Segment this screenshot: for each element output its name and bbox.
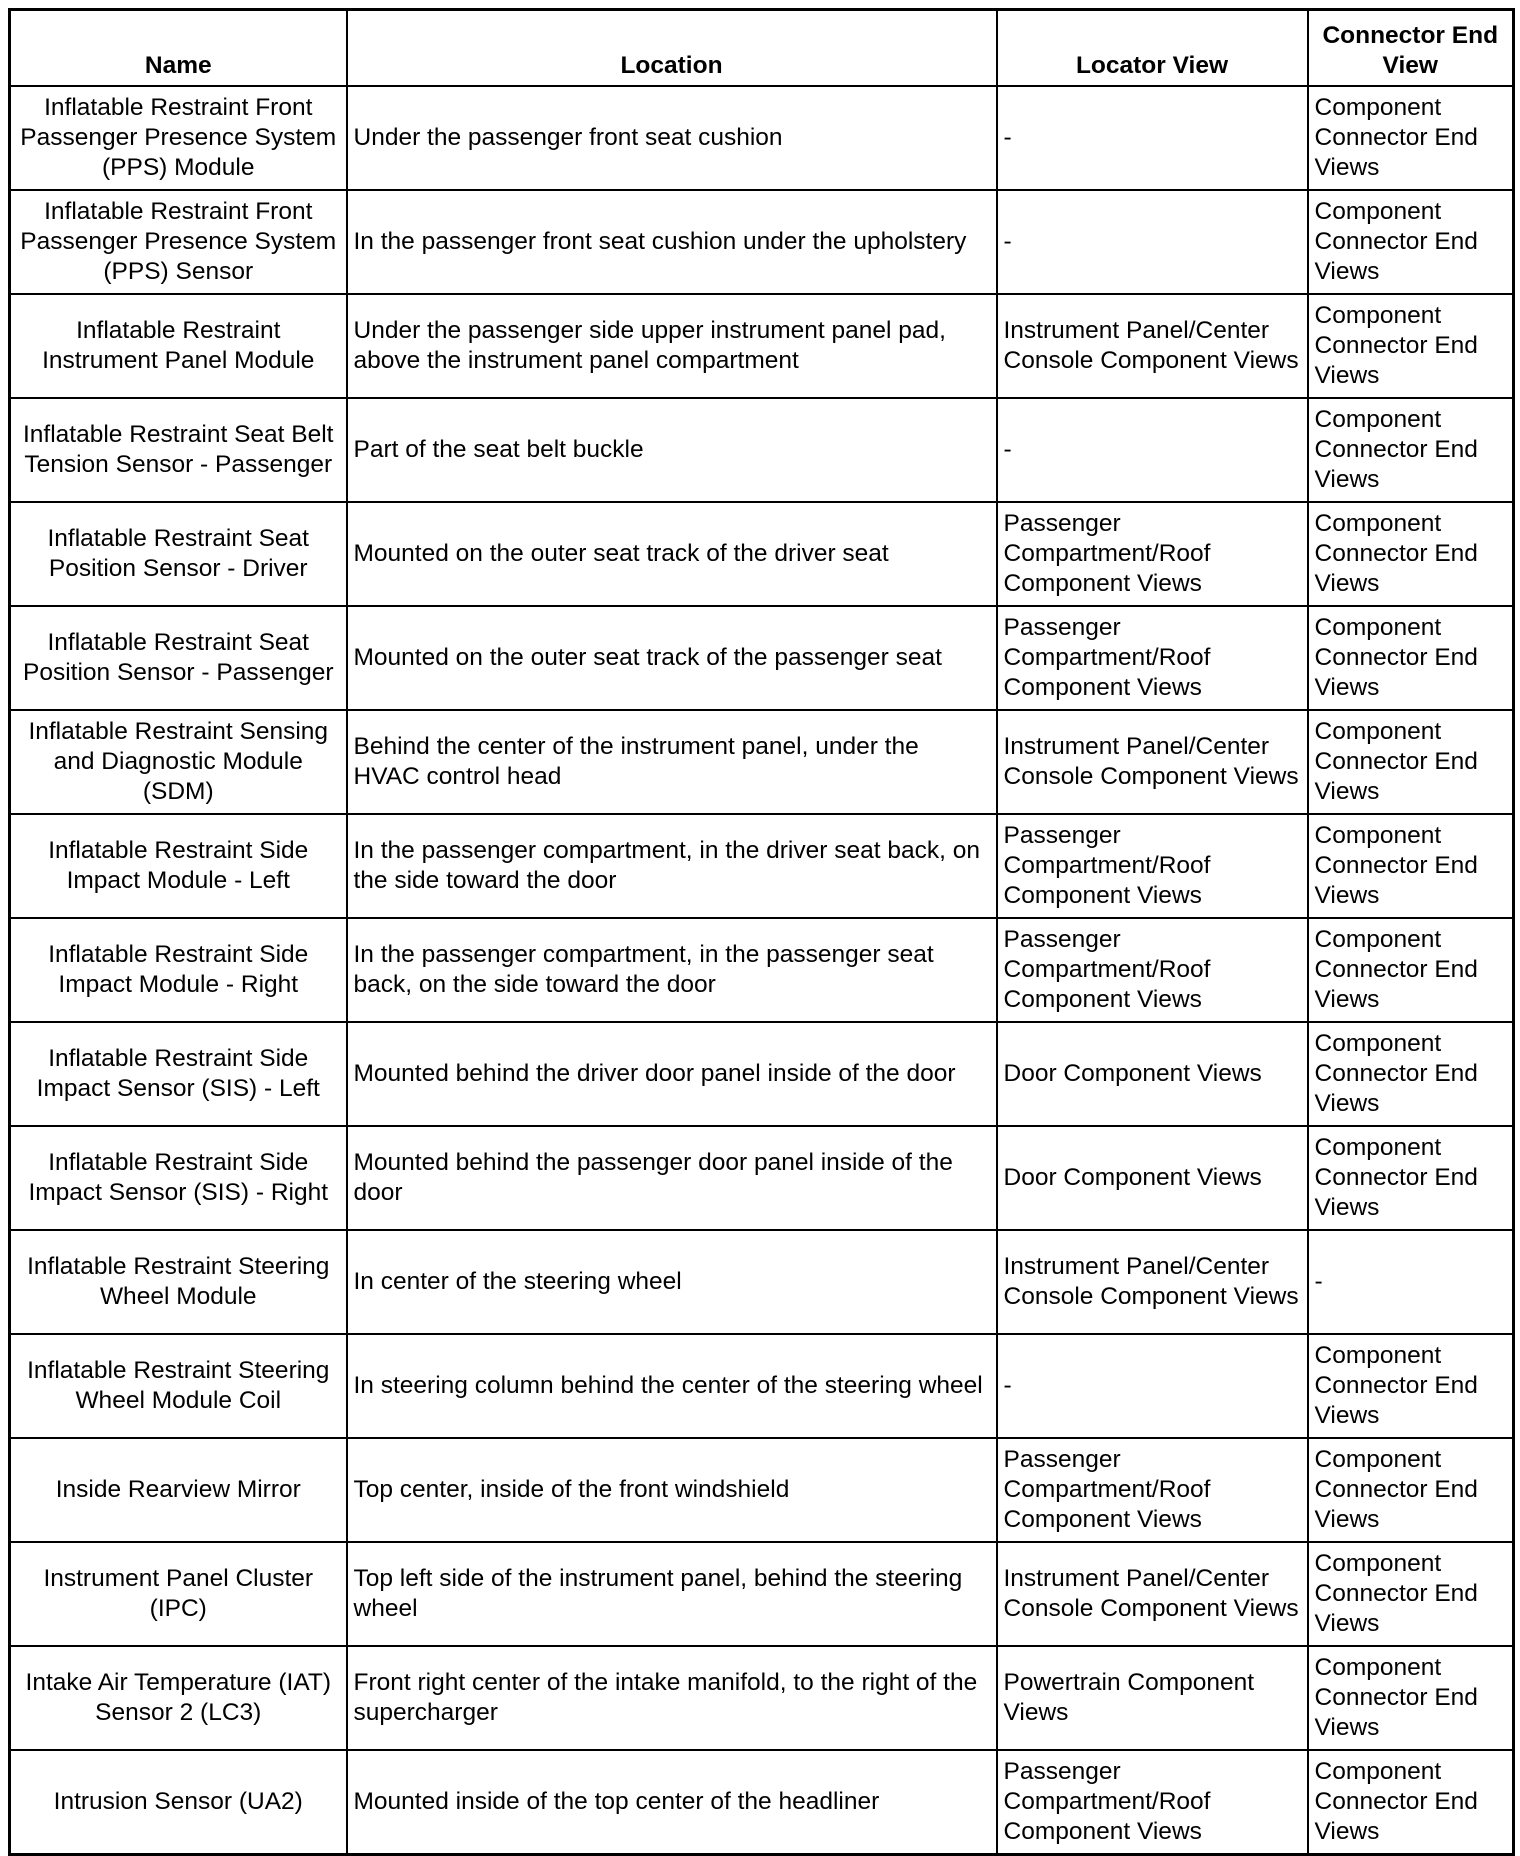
cell-locator-view: - — [997, 86, 1308, 190]
cell-location: Mounted inside of the top center of the headliner — [347, 1750, 997, 1855]
cell-name: Intake Air Temperature (IAT) Sensor 2 (LC3) — [10, 1646, 347, 1750]
header-row — [10, 10, 1514, 87]
cell-connector-end-view: Component Connector End Views — [1308, 502, 1514, 606]
cell-name: Intrusion Sensor (UA2) — [10, 1750, 347, 1855]
cell-location: Behind the center of the instrument panel, under the HVAC control head — [347, 710, 997, 814]
table-row — [10, 1334, 1514, 1438]
cell-connector-end-view: Component Connector End Views — [1308, 294, 1514, 398]
table-row — [10, 606, 1514, 710]
cell-locator-view: Passenger Compartment/Roof Component Views — [997, 918, 1308, 1022]
cell-locator-view: - — [997, 1334, 1308, 1438]
table-row — [10, 294, 1514, 398]
cell-locator-view: - — [997, 398, 1308, 502]
cell-connector-end-view: Component Connector End Views — [1308, 398, 1514, 502]
cell-location: In the passenger compartment, in the driver seat back, on the side toward the door — [347, 814, 997, 918]
cell-locator-view: Door Component Views — [997, 1126, 1308, 1230]
cell-location: Mounted behind the passenger door panel inside of the door — [347, 1126, 997, 1230]
cell-connector-end-view: Component Connector End Views — [1308, 1022, 1514, 1126]
cell-connector-end-view: Component Connector End Views — [1308, 1126, 1514, 1230]
cell-name: Inflatable Restraint Side Impact Module - Left — [10, 814, 347, 918]
cell-connector-end-view: Component Connector End Views — [1308, 86, 1514, 190]
header-location: Location — [347, 10, 997, 87]
table-row — [10, 1542, 1514, 1646]
cell-name: Instrument Panel Cluster (IPC) — [10, 1542, 347, 1646]
cell-locator-view: Passenger Compartment/Roof Component Views — [997, 606, 1308, 710]
cell-location: Under the passenger front seat cushion — [347, 86, 997, 190]
table-row — [10, 86, 1514, 190]
header-connector-end-view: Connector End View — [1308, 10, 1514, 87]
cell-location: Part of the seat belt buckle — [347, 398, 997, 502]
cell-name: Inflatable Restraint Front Passenger Presence System (PPS) Module — [10, 86, 347, 190]
cell-name: Inflatable Restraint Steering Wheel Module Coil — [10, 1334, 347, 1438]
cell-locator-view: Passenger Compartment/Roof Component Views — [997, 502, 1308, 606]
cell-connector-end-view: Component Connector End Views — [1308, 190, 1514, 294]
cell-name: Inside Rearview Mirror — [10, 1438, 347, 1542]
cell-locator-view: Door Component Views — [997, 1022, 1308, 1126]
cell-connector-end-view: - — [1308, 1230, 1514, 1334]
component-locator-table — [8, 8, 1515, 1856]
cell-name: Inflatable Restraint Side Impact Module - Right — [10, 918, 347, 1022]
cell-connector-end-view: Component Connector End Views — [1308, 606, 1514, 710]
table-row — [10, 1438, 1514, 1542]
cell-location: In center of the steering wheel — [347, 1230, 997, 1334]
table-row — [10, 190, 1514, 294]
cell-connector-end-view: Component Connector End Views — [1308, 1750, 1514, 1855]
cell-location: Front right center of the intake manifold, to the right of the supercharger — [347, 1646, 997, 1750]
cell-locator-view: Passenger Compartment/Roof Component Views — [997, 1750, 1308, 1855]
table-row — [10, 398, 1514, 502]
table-row — [10, 1646, 1514, 1750]
cell-locator-view: Passenger Compartment/Roof Component Views — [997, 814, 1308, 918]
cell-name: Inflatable Restraint Steering Wheel Module — [10, 1230, 347, 1334]
cell-locator-view: - — [997, 190, 1308, 294]
cell-locator-view: Passenger Compartment/Roof Component Views — [997, 1438, 1308, 1542]
cell-location: Mounted behind the driver door panel inside of the door — [347, 1022, 997, 1126]
cell-locator-view: Powertrain Component Views — [997, 1646, 1308, 1750]
cell-connector-end-view: Component Connector End Views — [1308, 1334, 1514, 1438]
cell-location: Mounted on the outer seat track of the passenger seat — [347, 606, 997, 710]
cell-name: Inflatable Restraint Sensing and Diagnostic Module (SDM) — [10, 710, 347, 814]
cell-connector-end-view: Component Connector End Views — [1308, 814, 1514, 918]
table-row — [10, 814, 1514, 918]
cell-connector-end-view: Component Connector End Views — [1308, 918, 1514, 1022]
header-name: Name — [10, 10, 347, 87]
table-row — [10, 1022, 1514, 1126]
cell-location: Top left side of the instrument panel, behind the steering wheel — [347, 1542, 997, 1646]
page — [8, 8, 1512, 1856]
cell-locator-view: Instrument Panel/Center Console Component Views — [997, 1230, 1308, 1334]
table-row — [10, 710, 1514, 814]
table-row — [10, 1126, 1514, 1230]
cell-connector-end-view: Component Connector End Views — [1308, 1438, 1514, 1542]
cell-name: Inflatable Restraint Seat Belt Tension Sensor - Passenger — [10, 398, 347, 502]
table-row — [10, 502, 1514, 606]
cell-name: Inflatable Restraint Side Impact Sensor (SIS) - Right — [10, 1126, 347, 1230]
cell-location: In steering column behind the center of the steering wheel — [347, 1334, 997, 1438]
table-row — [10, 918, 1514, 1022]
cell-name: Inflatable Restraint Seat Position Sensor - Passenger — [10, 606, 347, 710]
table-row — [10, 1750, 1514, 1855]
table-row — [10, 1230, 1514, 1334]
cell-locator-view: Instrument Panel/Center Console Component Views — [997, 710, 1308, 814]
cell-location: In the passenger front seat cushion under the upholstery — [347, 190, 997, 294]
header-locator-view: Locator View — [997, 10, 1308, 87]
cell-name: Inflatable Restraint Side Impact Sensor (SIS) - Left — [10, 1022, 347, 1126]
cell-locator-view: Instrument Panel/Center Console Component Views — [997, 294, 1308, 398]
cell-connector-end-view: Component Connector End Views — [1308, 1646, 1514, 1750]
cell-name: Inflatable Restraint Instrument Panel Module — [10, 294, 347, 398]
cell-name: Inflatable Restraint Seat Position Sensor - Driver — [10, 502, 347, 606]
cell-location: In the passenger compartment, in the passenger seat back, on the side toward the door — [347, 918, 997, 1022]
cell-name: Inflatable Restraint Front Passenger Presence System (PPS) Sensor — [10, 190, 347, 294]
cell-connector-end-view: Component Connector End Views — [1308, 1542, 1514, 1646]
cell-connector-end-view: Component Connector End Views — [1308, 710, 1514, 814]
cell-locator-view: Instrument Panel/Center Console Component Views — [997, 1542, 1308, 1646]
cell-location: Under the passenger side upper instrument panel pad, above the instrument panel compartment — [347, 294, 997, 398]
cell-location: Top center, inside of the front windshield — [347, 1438, 997, 1542]
cell-location: Mounted on the outer seat track of the driver seat — [347, 502, 997, 606]
